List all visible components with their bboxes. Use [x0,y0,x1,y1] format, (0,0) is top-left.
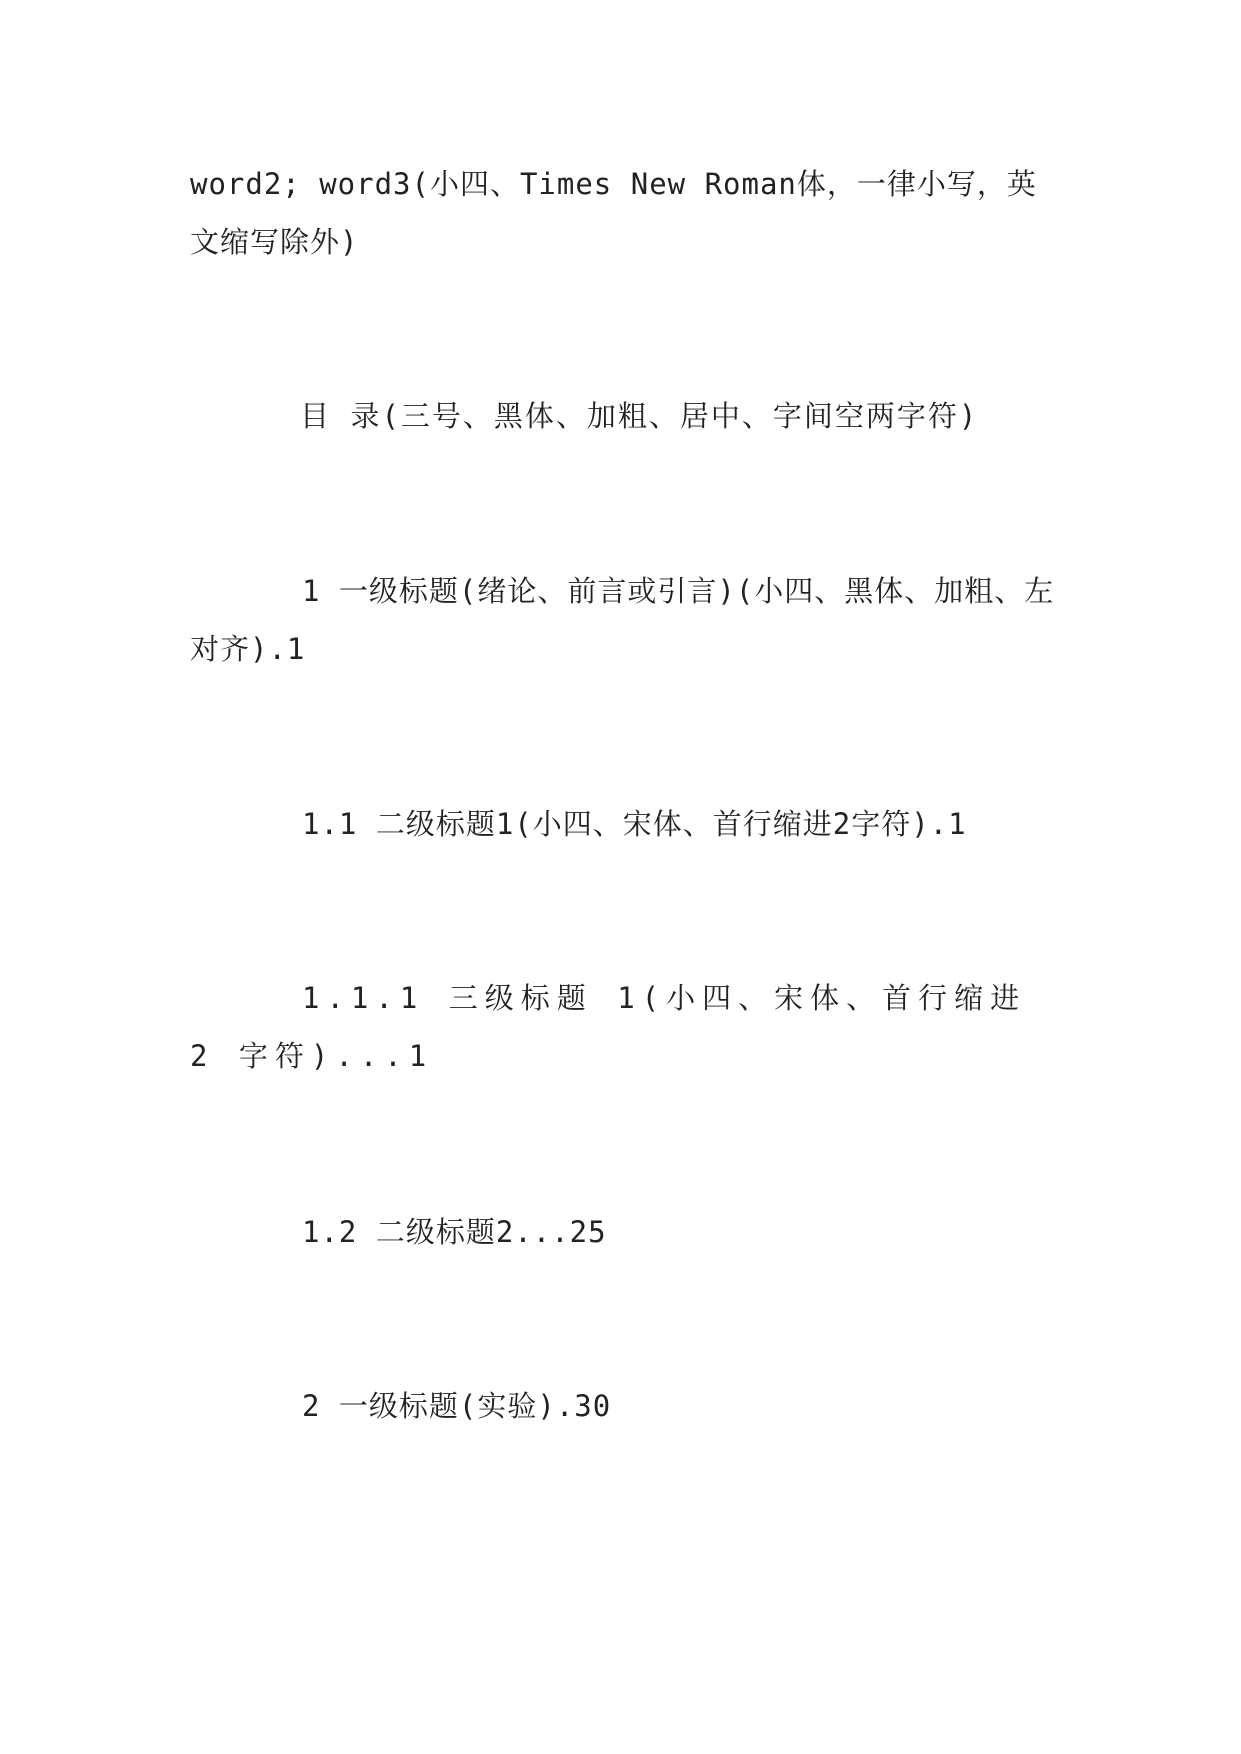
toc-entry-1-1-1: 1.1.1 三级标题 1(小四、宋体、首行缩进 2 字符)...1 [190,981,1027,1073]
toc-entry-1-1: 1.1 二级标题1(小四、宋体、首行缩进2字符).1 [302,807,967,841]
toc-entry-1: 1 一级标题(绪论、前言或引言)(小四、黑体、加粗、左对齐).1 [190,574,1055,666]
keywords-line: word2; word3(小四、Times New Roman体，一律小写，英文缩写除外) [190,167,1037,259]
toc-title: 目 录(三号、黑体、加粗、居中、字间空两字符) [300,399,979,433]
toc-entry-1-2: 1.2 二级标题2...25 [302,1215,607,1249]
toc-entry-2: 2 一级标题(实验).30 [302,1389,612,1423]
